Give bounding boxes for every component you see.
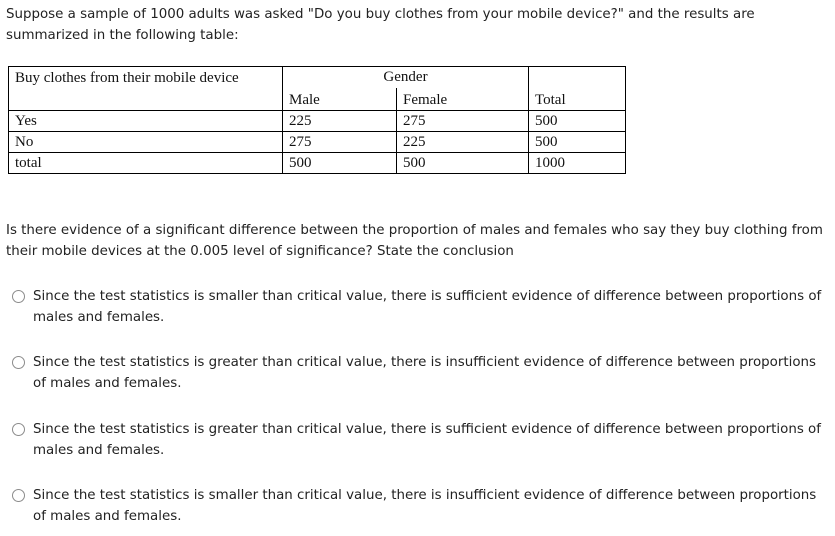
cell-male: 500 [283,153,397,174]
male-column-header: Male [283,88,397,111]
row-label: No [9,132,283,153]
row-label: total [9,153,283,174]
contingency-table [8,66,626,174]
cell-total: 1000 [529,153,626,174]
question-intro: Suppose a sample of 1000 adults was asked "Do you buy clothes from your mobile device?" and the results are summarized in the following table: [6,7,755,43]
option-label: Since the test statistics is greater than critical value, there is sufficient evidence of difference between proportions of males and females. [33,422,821,458]
option-label: Since the test statistics is greater than critical value, there is insufficient evidence of difference between proportions of males and females. [33,355,817,391]
question-text: Is there evidence of a significant difference between the proportion of males and females who say they buy clothing from their mobile devices at the 0.005 level of significance? State the conclusion [6,223,823,259]
radio-button[interactable] [12,489,25,502]
table-row [9,132,626,153]
table-row [9,153,626,174]
radio-button[interactable] [12,423,25,436]
cell-male: 275 [283,132,397,153]
row-label: Yes [9,111,283,132]
option-label: Since the test statistics is smaller than critical value, there is sufficient evidence of difference between proportions of males and females. [33,289,822,325]
radio-button[interactable] [12,356,25,369]
row-header: Buy clothes from their mobile device [9,67,283,111]
cell-female: 225 [397,132,529,153]
cell-total: 500 [529,132,626,153]
radio-button[interactable] [12,290,25,303]
table-row [9,111,626,132]
total-column-header: Total [529,67,626,111]
cell-total: 500 [529,111,626,132]
cell-male: 225 [283,111,397,132]
cell-female: 500 [397,153,529,174]
option-label: Since the test statistics is smaller than critical value, there is insufficient evidence of difference between proportions of males and females. [33,488,817,524]
cell-female: 275 [397,111,529,132]
female-column-header: Female [397,88,529,111]
gender-header: Gender [283,67,529,88]
